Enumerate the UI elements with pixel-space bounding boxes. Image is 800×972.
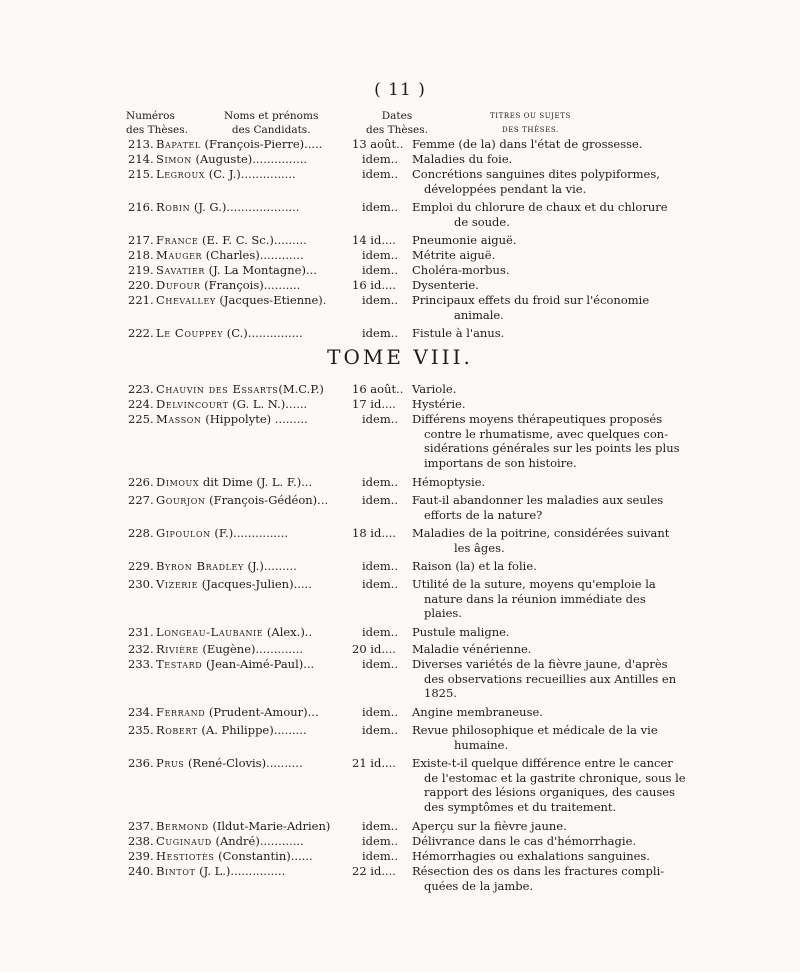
thesis-title bbox=[412, 137, 642, 152]
thesis-title bbox=[412, 167, 660, 196]
thesis-title-line: humaine. bbox=[454, 737, 509, 752]
thesis-title-line: Métrite aiguë. bbox=[412, 248, 496, 262]
candidate-surname: Le Couppey bbox=[156, 326, 224, 340]
candidate-surname: Bintot bbox=[156, 864, 196, 878]
candidate-forenames: (J. G.).................... bbox=[190, 200, 300, 214]
entry-number: 228. bbox=[128, 526, 154, 540]
thesis-title-line: Existe-t-il quelque différence entre le cancer bbox=[412, 756, 673, 770]
thesis-title-line: de soude. bbox=[454, 214, 510, 229]
thesis-title bbox=[412, 293, 649, 322]
candidate-name bbox=[156, 152, 307, 167]
candidate-forenames: (M.C.P.) bbox=[278, 382, 324, 396]
thesis-title-line: Femme (de la) dans l'état de grossesse. bbox=[412, 137, 643, 151]
thesis-date: idem.. bbox=[362, 625, 399, 639]
thesis-title bbox=[412, 642, 531, 657]
header-text: des Thèses. bbox=[126, 124, 188, 136]
thesis-date: idem.. bbox=[362, 559, 399, 573]
thesis-date: idem.. bbox=[362, 475, 399, 489]
candidate-name bbox=[156, 756, 303, 771]
candidate-forenames: (François-Gédéon)... bbox=[205, 493, 329, 507]
candidate-forenames: (Eugène)............. bbox=[198, 642, 304, 656]
thesis-date: idem.. bbox=[362, 657, 399, 671]
entry-number: 224. bbox=[128, 397, 154, 411]
candidate-forenames: (Constantin)...... bbox=[214, 849, 313, 863]
candidate-forenames: (François).......... bbox=[200, 278, 301, 292]
thesis-date: 16 id.... bbox=[352, 278, 396, 292]
candidate-surname: Prus bbox=[156, 756, 185, 770]
entry-number: 239. bbox=[128, 849, 154, 863]
thesis-date: 13 août.. bbox=[352, 137, 404, 151]
thesis-title-line: importans de son histoire. bbox=[424, 455, 577, 470]
candidate-forenames: (René-Clovis).......... bbox=[184, 756, 303, 770]
candidate-surname: Chauvin des Essarts bbox=[156, 382, 279, 396]
candidate-name bbox=[156, 849, 313, 864]
thesis-title-line: des symptômes et du traitement. bbox=[424, 799, 617, 814]
candidate-name bbox=[156, 493, 328, 508]
candidate-name bbox=[156, 657, 314, 672]
thesis-title-line: Angine membraneuse. bbox=[412, 705, 543, 719]
thesis-title-line: nature dans la réunion immédiate des bbox=[424, 591, 646, 606]
candidate-surname: Simon bbox=[156, 152, 192, 166]
thesis-date: 21 id.... bbox=[352, 756, 396, 770]
thesis-title-line: efforts de la nature? bbox=[424, 507, 543, 522]
thesis-title-line: Diverses variétés de la fièvre jaune, d'après bbox=[412, 657, 668, 671]
thesis-title bbox=[412, 526, 669, 555]
thesis-date: 16 août.. bbox=[352, 382, 404, 396]
header-col-titles bbox=[490, 109, 571, 137]
entry-number: 237. bbox=[128, 819, 154, 833]
candidate-surname: Longeau-Laubanie bbox=[156, 625, 264, 639]
entry-number: 226. bbox=[128, 475, 154, 489]
entry-number: 213. bbox=[128, 137, 154, 151]
thesis-title-line: rapport des lésions organiques, des causes bbox=[424, 785, 675, 799]
header-text: des Candidats. bbox=[231, 124, 311, 136]
thesis-title-line: Maladies de la poitrine, considérées suivant bbox=[412, 526, 670, 540]
thesis-date: idem.. bbox=[362, 723, 399, 737]
thesis-title-line: Choléra-morbus. bbox=[412, 263, 510, 277]
thesis-title bbox=[412, 864, 664, 893]
thesis-title bbox=[412, 493, 663, 522]
thesis-title-line: Revue philosophique et médicale de la vie bbox=[412, 723, 658, 737]
candidate-surname: Gourjon bbox=[156, 493, 206, 507]
thesis-title-line: Faut-il abandonner les maladies aux seules bbox=[412, 493, 664, 507]
thesis-title bbox=[412, 834, 636, 849]
candidate-surname: Hestiotès bbox=[156, 849, 215, 863]
thesis-title-line: Hystérie. bbox=[412, 397, 466, 411]
entry-number: 227. bbox=[128, 493, 154, 507]
candidate-surname: Legroux bbox=[156, 167, 206, 181]
candidate-forenames: (Prudent-Amour)... bbox=[205, 705, 319, 719]
candidate-surname: France bbox=[156, 233, 199, 247]
entry-number: 217. bbox=[128, 233, 154, 247]
candidate-name bbox=[156, 233, 307, 248]
thesis-title-line: animale. bbox=[454, 307, 504, 322]
thesis-date: idem.. bbox=[362, 263, 399, 277]
header-col-names bbox=[224, 109, 318, 137]
thesis-title-line: Emploi du chlorure de chaux et du chlorure bbox=[412, 200, 668, 214]
thesis-title-line: 1825. bbox=[424, 686, 457, 700]
thesis-title-line: quées de la jambe. bbox=[424, 878, 534, 893]
thesis-date: idem.. bbox=[362, 152, 399, 166]
thesis-date: idem.. bbox=[362, 577, 399, 591]
candidate-forenames: (C.)............... bbox=[223, 326, 303, 340]
thesis-date: idem.. bbox=[362, 849, 399, 863]
thesis-title bbox=[412, 577, 656, 621]
thesis-date: idem.. bbox=[362, 167, 399, 181]
candidate-surname: Chevalley bbox=[156, 293, 216, 307]
thesis-title bbox=[412, 397, 466, 412]
thesis-date: idem.. bbox=[362, 248, 399, 262]
thesis-date: 17 id.... bbox=[352, 397, 396, 411]
candidate-forenames: (J.)......... bbox=[243, 559, 297, 573]
candidate-name bbox=[156, 834, 304, 849]
candidate-name bbox=[156, 263, 317, 278]
thesis-title-line: Fistule à l'anus. bbox=[412, 326, 505, 340]
header-text: Numéros bbox=[126, 110, 175, 122]
header-text: Dates bbox=[381, 110, 413, 122]
candidate-forenames: (Auguste)............... bbox=[191, 152, 308, 166]
thesis-title-line: Hémorrhagies ou exhalations sanguines. bbox=[412, 849, 650, 863]
thesis-title bbox=[412, 819, 567, 834]
candidate-surname: Byron Bradley bbox=[156, 559, 244, 573]
candidate-surname: Ferrand bbox=[156, 705, 206, 719]
candidate-surname: Cuginaud bbox=[156, 834, 212, 848]
header-col-dates bbox=[362, 109, 432, 137]
thesis-title bbox=[412, 278, 479, 293]
thesis-title bbox=[412, 723, 658, 752]
candidate-surname: Dufour bbox=[156, 278, 201, 292]
thesis-title bbox=[412, 263, 510, 278]
thesis-date: idem.. bbox=[362, 834, 399, 848]
candidate-name bbox=[156, 200, 299, 215]
candidate-forenames: (François-Pierre)..... bbox=[200, 137, 323, 151]
candidate-surname: Testard bbox=[156, 657, 203, 671]
thesis-date: idem.. bbox=[362, 293, 399, 307]
candidate-surname: Robin bbox=[156, 200, 191, 214]
candidate-forenames: (E. F. C. Sc.)......... bbox=[198, 233, 307, 247]
thesis-title-line: Dysenterie. bbox=[412, 278, 479, 292]
entry-number: 220. bbox=[128, 278, 154, 292]
thesis-title bbox=[412, 625, 510, 640]
candidate-name bbox=[156, 248, 304, 263]
candidate-name bbox=[156, 326, 303, 341]
entry-number: 240. bbox=[128, 864, 154, 878]
thesis-title bbox=[412, 475, 485, 490]
candidate-forenames: (C. J.)............... bbox=[205, 167, 296, 181]
candidate-name bbox=[156, 559, 297, 574]
entry-number: 235. bbox=[128, 723, 154, 737]
candidate-name bbox=[156, 278, 300, 293]
candidate-forenames: dit Dime (J. L. F.)... bbox=[199, 475, 313, 489]
candidate-forenames: (Alex.).. bbox=[263, 625, 313, 639]
candidate-surname: Mauger bbox=[156, 248, 203, 262]
candidate-name bbox=[156, 705, 319, 720]
entry-number: 219. bbox=[128, 263, 154, 277]
header-text: Noms et prénoms bbox=[224, 110, 319, 122]
entry-number: 229. bbox=[128, 559, 154, 573]
entry-number: 236. bbox=[128, 756, 154, 770]
entry-number: 222. bbox=[128, 326, 154, 340]
candidate-surname: Delvincourt bbox=[156, 397, 229, 411]
entry-number: 230. bbox=[128, 577, 154, 591]
thesis-title-line: Concrétions sanguines dites polypiformes, bbox=[412, 167, 660, 181]
candidate-surname: Bapatel bbox=[156, 137, 201, 151]
thesis-title-line: Maladies du foie. bbox=[412, 152, 513, 166]
candidate-forenames: (Hippolyte) ......... bbox=[201, 412, 308, 426]
header-text: des Thèses. bbox=[366, 124, 428, 136]
candidate-name bbox=[156, 526, 288, 541]
thesis-date: 20 id.... bbox=[352, 642, 396, 656]
entry-number: 231. bbox=[128, 625, 154, 639]
entry-number: 215. bbox=[128, 167, 154, 181]
thesis-date: idem.. bbox=[362, 326, 399, 340]
candidate-name bbox=[156, 723, 307, 738]
thesis-title-line: Hémoptysie. bbox=[412, 475, 486, 489]
thesis-title-line: des observations recueillies aux Antilles en bbox=[424, 671, 677, 686]
candidate-name bbox=[156, 475, 312, 490]
candidate-surname: Bermond bbox=[156, 819, 209, 833]
candidate-forenames: (F.)............... bbox=[210, 526, 289, 540]
candidate-name bbox=[156, 642, 303, 657]
thesis-title bbox=[412, 412, 680, 470]
thesis-title bbox=[412, 233, 517, 248]
candidate-surname: Gipoulon bbox=[156, 526, 211, 540]
thesis-title bbox=[412, 200, 668, 229]
thesis-title bbox=[412, 756, 686, 814]
entry-number: 233. bbox=[128, 657, 154, 671]
thesis-title-line: Aperçu sur la fièvre jaune. bbox=[412, 819, 567, 833]
thesis-date: 18 id.... bbox=[352, 526, 396, 540]
candidate-name bbox=[156, 137, 322, 152]
candidate-forenames: (A. Philippe)......... bbox=[197, 723, 307, 737]
thesis-title bbox=[412, 382, 456, 397]
thesis-title-line: Résection des os dans les fractures compli- bbox=[412, 864, 665, 878]
candidate-surname: Vizerie bbox=[156, 577, 199, 591]
thesis-title-line: les âges. bbox=[454, 540, 505, 555]
entry-number: 232. bbox=[128, 642, 154, 656]
candidate-surname: Savatier bbox=[156, 263, 205, 277]
thesis-title bbox=[412, 152, 512, 167]
candidate-name bbox=[156, 167, 296, 182]
thesis-date: 22 id.... bbox=[352, 864, 396, 878]
entry-number: 214. bbox=[128, 152, 154, 166]
candidate-name bbox=[156, 625, 312, 640]
thesis-title-line: développées pendant la vie. bbox=[424, 181, 587, 196]
thesis-title bbox=[412, 248, 495, 263]
header-col-numbers bbox=[126, 109, 188, 137]
thesis-title-line: Différens moyens thérapeutiques proposés bbox=[412, 412, 663, 426]
thesis-date: idem.. bbox=[362, 705, 399, 719]
entry-number: 216. bbox=[128, 200, 154, 214]
candidate-forenames: (G. L. N.)...... bbox=[228, 397, 308, 411]
candidate-forenames: (Jacques-Julien)..... bbox=[198, 577, 312, 591]
thesis-title-line: contre le rhumatisme, avec quelques con- bbox=[424, 426, 669, 441]
entry-number: 218. bbox=[128, 248, 154, 262]
thesis-title-line: Utilité de la suture, moyens qu'emploie la bbox=[412, 577, 656, 591]
thesis-title-line: de l'estomac et la gastrite chronique, sous le bbox=[424, 770, 686, 785]
thesis-title-line: Principaux effets du froid sur l'économie bbox=[412, 293, 650, 307]
candidate-name bbox=[156, 382, 324, 397]
thesis-title bbox=[412, 849, 650, 864]
candidate-name bbox=[156, 397, 307, 412]
candidate-name bbox=[156, 293, 326, 308]
candidate-name bbox=[156, 819, 330, 834]
candidate-forenames: (Ildut-Marie-Adrien) bbox=[208, 819, 331, 833]
candidate-forenames: (Jacques-Etienne). bbox=[215, 293, 327, 307]
thesis-title-line: Délivrance dans le cas d'hémorrhagie. bbox=[412, 834, 637, 848]
candidate-forenames: (Charles)............ bbox=[202, 248, 304, 262]
thesis-date: idem.. bbox=[362, 493, 399, 507]
entry-number: 234. bbox=[128, 705, 154, 719]
page-number: ( 11 ) bbox=[374, 80, 426, 100]
candidate-name bbox=[156, 577, 312, 592]
volume-heading: TOME VIII. bbox=[327, 345, 473, 369]
thesis-title-line: Maladie vénérienne. bbox=[412, 642, 532, 656]
thesis-title-line: sidérations générales sur les points les plus bbox=[424, 441, 680, 455]
thesis-date: idem.. bbox=[362, 412, 399, 426]
candidate-forenames: (Jean-Aimé-Paul)... bbox=[202, 657, 315, 671]
entry-number: 221. bbox=[128, 293, 154, 307]
thesis-date: idem.. bbox=[362, 819, 399, 833]
entry-number: 225. bbox=[128, 412, 154, 426]
entry-number: 238. bbox=[128, 834, 154, 848]
thesis-title bbox=[412, 705, 543, 720]
candidate-surname: Robert bbox=[156, 723, 198, 737]
thesis-title bbox=[412, 326, 504, 341]
candidate-surname: Rivière bbox=[156, 642, 199, 656]
candidate-forenames: (André)............ bbox=[211, 834, 304, 848]
thesis-date: 14 id.... bbox=[352, 233, 396, 247]
thesis-title-line: Pneumonie aiguë. bbox=[412, 233, 517, 247]
candidate-name bbox=[156, 864, 285, 879]
entry-number: 223. bbox=[128, 382, 154, 396]
thesis-title bbox=[412, 559, 537, 574]
candidate-surname: Masson bbox=[156, 412, 202, 426]
header-text: TITRES OU SUJETS bbox=[490, 112, 571, 120]
thesis-title-line: Pustule maligne. bbox=[412, 625, 510, 639]
thesis-title-line: Variole. bbox=[412, 382, 457, 396]
thesis-title-line: Raison (la) et la folie. bbox=[412, 559, 537, 573]
candidate-forenames: (J. L.)............... bbox=[195, 864, 286, 878]
thesis-title-line: plaies. bbox=[424, 606, 462, 620]
candidate-forenames: (J. La Montagne)... bbox=[205, 263, 317, 277]
thesis-title bbox=[412, 657, 676, 701]
thesis-date: idem.. bbox=[362, 200, 399, 214]
candidate-name bbox=[156, 412, 308, 427]
candidate-surname: Dimoux bbox=[156, 475, 200, 489]
header-text: DES THÈSES. bbox=[501, 126, 559, 134]
